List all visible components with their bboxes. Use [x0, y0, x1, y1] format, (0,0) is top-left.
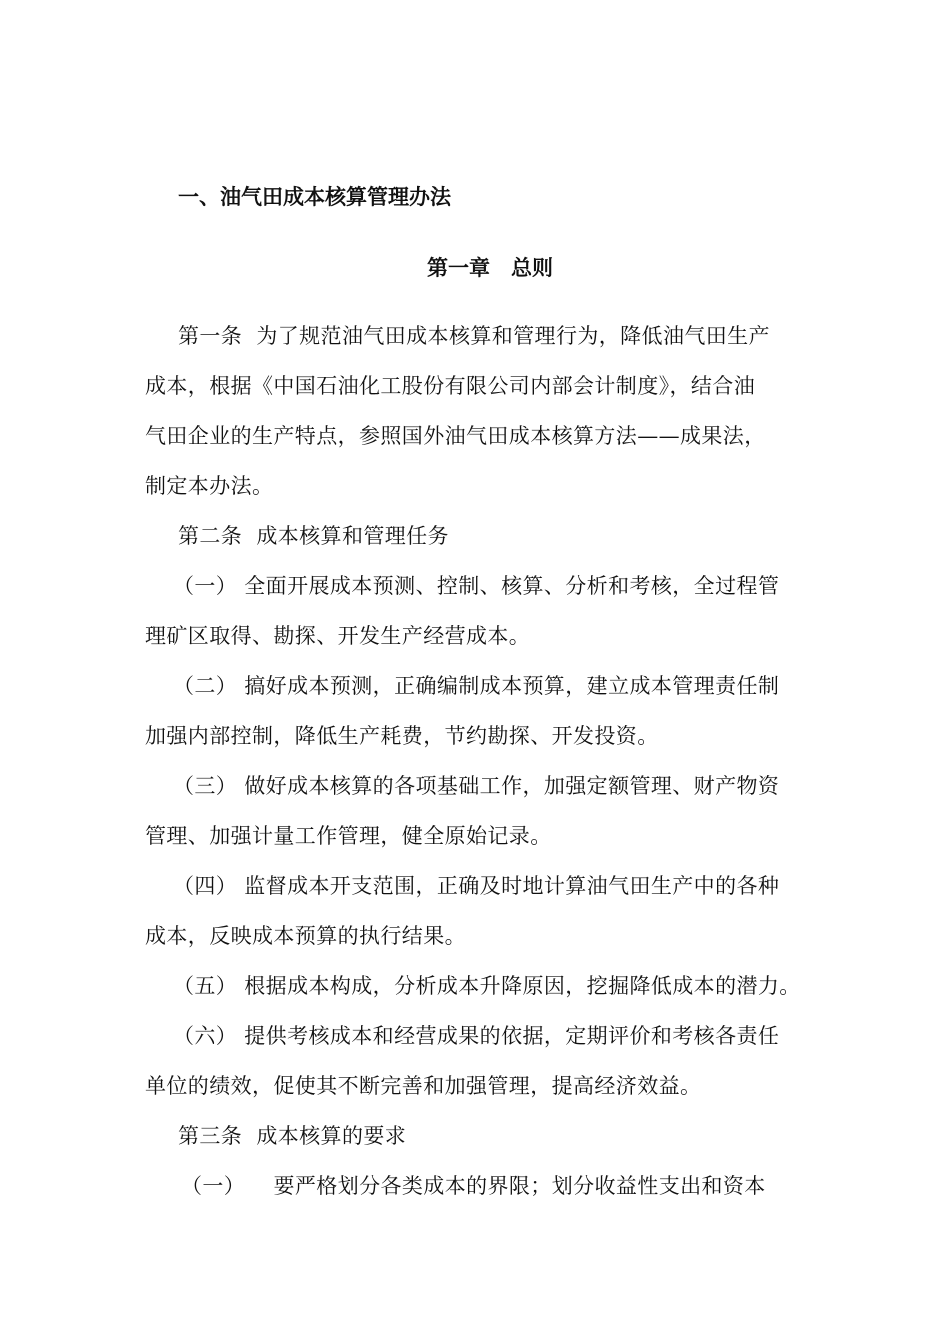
paragraph-line: （三） 做好成本核算的各项基础工作，加强定额管理、财产物资	[173, 774, 780, 798]
paragraph-line: 第二条 成本核算和管理任务	[178, 524, 449, 548]
paragraph-line: 成本，反映成本预算的执行结果。	[145, 924, 466, 948]
paragraph-line: 理矿区取得、勘探、开发生产经营成本。	[145, 624, 531, 648]
chapter-heading: 第一章 总则	[427, 256, 553, 280]
paragraph-line: （一） 全面开展成本预测、控制、核算、分析和考核，全过程管	[173, 574, 780, 598]
paragraph-line: （二） 搞好成本预测，正确编制成本预算，建立成本管理责任制	[173, 674, 780, 698]
paragraph-line: 第一条 为了规范油气田成本核算和管理行为，降低油气田生产	[178, 324, 770, 348]
paragraph-line: 制定本办法。	[145, 474, 274, 498]
paragraph-line: 单位的绩效，促使其不断完善和加强管理，提高经济效益。	[145, 1074, 702, 1098]
paragraph-line: 加强内部控制，降低生产耗费，节约勘探、开发投资。	[145, 724, 659, 748]
document-body	[145, 318, 825, 1218]
paragraph-line: （一） 要严格划分各类成本的界限；划分收益性支出和资本	[181, 1174, 766, 1198]
paragraph-line: 第三条 成本核算的要求	[178, 1124, 407, 1148]
paragraph-line: 成本，根据《中国石油化工股份有限公司内部会计制度》，结合油	[145, 374, 756, 398]
paragraph-line: 气田企业的生产特点，参照国外油气田成本核算方法——成果法，	[145, 424, 766, 448]
paragraph-line: （六） 提供考核成本和经营成果的依据，定期评价和考核各责任	[173, 1024, 780, 1048]
paragraph-line: （四） 监督成本开支范围，正确及时地计算油气田生产中的各种	[173, 874, 780, 898]
paragraph-line: （五） 根据成本构成，分析成本升降原因，挖掘降低成本的潜力。	[173, 974, 801, 998]
paragraph-line: 管理、加强计量工作管理，健全原始记录。	[145, 824, 552, 848]
document-title: 一、油气田成本核算管理办法	[178, 185, 451, 209]
